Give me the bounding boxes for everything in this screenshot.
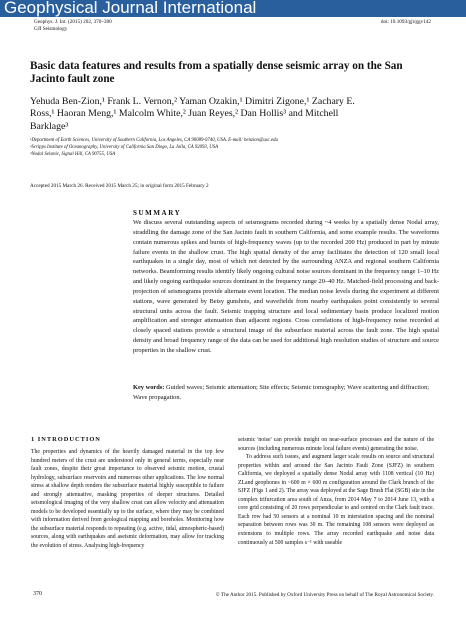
author-list: Yehuda Ben-Zion,¹ Frank L. Vernon,² Yaman Ozakin,¹ Dimitri Zigone,¹ Zachary E. Ross,¹ Haoran Meng,¹ Malcolm White,² Juan Reyes,² Dan Hollis³ and Mitchell Barklage³ [30,96,355,132]
affiliation-3: ³Nodal Seismic, Signal Hill, CA 90755, USA [30,152,116,157]
journal-banner [0,0,466,17]
intro-paragraph-2: To address such issues, and augment larger scale results on source and structural properties within and around the San Jacinto Fault Zone (SJFZ) in southern California, we deployed a spatially dense Nodal array with 1108 vertical (10 Hz) ZLand geophones in ~600 m × 600 m configuration around the Clark branch of the SJFZ (Figs 1 and 2). The array was deployed at the Sage Brush Flat (SGB) site in the complex trifurcation area south of Anza, from 2014 May 7 to 2014 June 13, with a core grid consisting of 20 rows perpendicular to and centred on the Clark fault trace. Each row had 50 sensors at a nominal 10 m interstation spacing and the nominal separation between rows was 30 m. The remaining 108 sensors were deployed as extensions to multiple rows. The array recorded earthquake and noise data continuously at 500 samples s⁻¹ with useable [238,454,435,546]
paper-title: Basic data features and results from a spatially dense seismic array on the San Jacinto fault zone [30,60,403,85]
copyright-notice: © The Author 2015. Published by Oxford University Press on behalf of The Royal Astronomical Society. [215,592,434,598]
doi[interactable]: doi: 10.1093/gji/ggv142 [380,19,431,25]
intro-column-right [238,436,434,547]
affiliations [30,137,450,158]
affiliation-2: ²Scripps Institute of Oceanography, University of California San Diego, La Jolla, CA 92093, USA [30,145,219,150]
summary-text: We discuss several outstanding aspects of seismograms recorded during ~4 weeks by a spatially dense Nodal array, straddling the damage zone of the San Jacinto fault in southern California, and some example results. The waveforms contain numerous spikes and bursts of high-frequency waves (up to the recorded 200 Hz) produced in part by minute failure events in the shallow crust. The high spatial density of the array facilitates the detection of 120 small local earthquakes in a single day, most of which not detected by the surrounding ANZA and regional southern California networks. Beamforming results identify likely ongoing cultural noise sources dominant in the frequency range 1–10 Hz and likely ongoing earthquake sources dominant in the frequency range 20–40 Hz. Matched-field processing and back-projection of seismograms provide alternate event location. The median noise levels during the experiment at different stations, wave generated by Betsy gunshots, and wavefields from nearby earthquakes point consistently to several structural units across the fault. Seismic trapping structure and local sedimentary basin produce localized motion amplification and stronger attenuation than adjacent regions. Cross correlations of high-frequency noise recorded at closely spaced stations provide a structural image of the subsurface material across the fault zone. The high spatial density and broad frequency range of the data can be used for additional high resolution studies of structure and source properties in the shallow crust. [133,219,439,354]
keywords-list: Guided waves; Seismic attenuation; Site effects; Seismic tomography; Wave scattering and diffraction; Wave propagation. [133,384,430,401]
summary-heading: SUMMARY [133,209,182,217]
intro-paragraph-continued: seismic 'noise' can provide insight on near-surface processes and the nature of the sources (including numerous minute local failure events) generating the noise. [238,437,434,452]
intro-paragraph-1: The properties and dynamics of the heavily damaged material in the top few hundred meters of the crust are understood only in general terms, especially near fault zones, despite their great importance to observed seismic motion, crustal hydrology, subsurface reservoirs and numerous other applications. The low normal stress at shallow depth renders the subsurface material highly susceptible to failure and strongly attenuative, masking properties of deeper structures. Detailed seismological imaging of the very shallow crust can allow velocity and attenuation models to be developed essentially up to the surface, where they may be combined with information derived from geological mapping and boreholes. Monitoring how the subsurface material responds to repeating (e.g. active, tidal, atmospheric-based) sources, along with earthquakes and aseismic deformation, may allow for tracking the evolution of stress. Analysing high-frequency [31,449,224,550]
received-dates: Accepted 2015 March 26. Received 2015 March 25; in original form 2015 February 2 [30,183,209,189]
citation-block [34,19,112,33]
keywords-label: Key words: [133,384,165,391]
section-heading-introduction: 1 INTRODUCTION [31,436,101,443]
section-label: GJI Seismology [34,26,68,32]
keywords [133,383,439,403]
page-number: 370 [33,591,42,597]
affiliation-1: ¹Department of Earth Sciences, University of Southern California, Los Angeles, CA 90089-0740, USA. E-mail: benzion@usc.edu [30,138,278,143]
citation: Geophys. J. Int. (2015) 202, 370–380 [34,19,112,25]
journal-name: Geophysical Journal International [4,0,257,17]
intro-column-left [31,448,224,551]
